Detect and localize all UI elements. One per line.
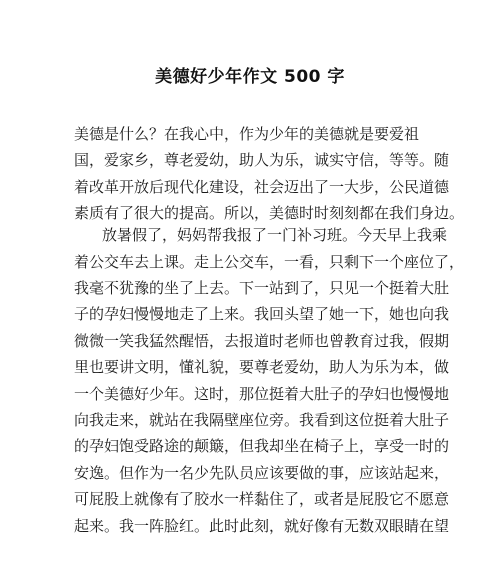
paragraph-2-line-7: 一个美德好少年。这时，那位挺着大肚子的孕妇也慢慢地 <box>74 384 450 403</box>
paragraph-1-line-4: 素质有了很大的提高。所以，美德时时刻刻都在我们身边。 <box>74 204 465 223</box>
paragraph-2-line-9: 的孕妇饱受路途的颠簸，但我却坐在椅子上，享受一时的 <box>74 437 450 456</box>
paragraph-1-line-2: 国，爱家乡，尊老爱幼，助人为乐，诚实守信，等等。随 <box>74 151 450 170</box>
paragraph-2-line-10: 安逸。但作为一名少先队员应该要做的事，应该站起来， <box>74 463 450 482</box>
paragraph-2-line-11: 可屁股上就像有了胶水一样黏住了，或者是屁股它不愿意 <box>74 490 450 509</box>
paragraph-2-line-2: 着公交车去上课。走上公交车，一看，只剩下一个座位了， <box>74 252 465 271</box>
paragraph-2-line-6: 里也要讲文明，懂礼貌，要尊老爱幼，助人为乐为本，做 <box>74 358 450 377</box>
paragraph-2-line-1: 放暑假了，妈妈帮我报了一门补习班。今天早上我乘 <box>102 226 448 245</box>
document-title: 美德好少年作文 500 字 <box>155 67 345 87</box>
paragraph-1-line-1: 美德是什么？在我心中，作为少年的美德就是要爱祖 <box>74 125 420 143</box>
paragraph-2-line-12: 起来。我一阵脸红。此时此刻，就好像有无数双眼睛在望 <box>74 516 450 535</box>
paragraph-2-line-4: 子的孕妇慢慢地走了上来。我回头望了她一下，她也向我 <box>74 305 450 324</box>
paragraph-2-line-3: 我毫不犹豫的坐了上去。下一站到了，只见一个挺着大肚 <box>74 279 450 297</box>
paragraph-2-line-5: 微微一笑我猛然醒悟，去报道时老师也曾教育过我，假期 <box>74 331 450 350</box>
paragraph-2-line-8: 向我走来，就站在我隔壁座位旁。我看到这位挺着大肚子 <box>74 411 450 429</box>
paragraph-1-line-3: 着改革开放后现代化建设，社会迈出了一大步，公民道德 <box>74 177 450 196</box>
